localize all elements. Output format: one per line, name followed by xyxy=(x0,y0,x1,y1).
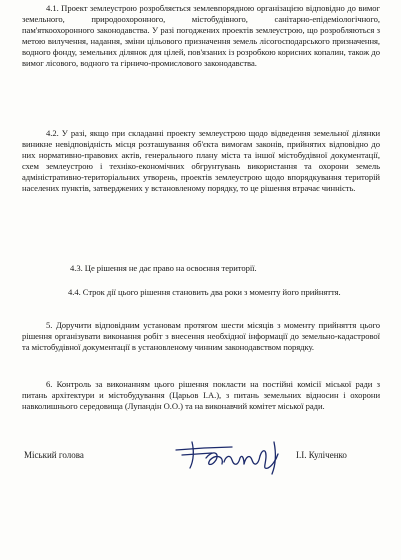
signatory-position: Міський голова xyxy=(24,450,84,460)
paragraph-4-2: 4.2. У разі, якщо при складанні проекту землеустрою щодо відведення земельної ділянки виникне невідповідність місця розташування об'єкта вимогам законів, прийнятих відповідно до них нормативно-правових актів, генерального плану міста та іншої містобудівної документації, схем землеустрою і техніко-економічних обгрунтувань використання та охорони земель адміністративно-територіальних утворень, проектів землеустрою щодо впорядкування територій населених пунктів, затверджених у встановленому порядку, то це рішення втрачає чинність. xyxy=(22,128,380,193)
paragraph-4-1: 4.1. Проект землеустрою розробляється землевпорядною організацією відповідно до вимог земельного, природоохоронного, містобудівного, санітарно-епідеміологічного, пам'яткоохоронного законодавства. У разі погоджених проектів землеустрою, що розробляються з метою вилучення, надання, зміни цільового призначення земель лісогосподарського призначення, водного фонду, земельних ділянок для цілей, пов'язаних із розробкою корисних копалин, також до вимог лісового, водного та гірничо-промислового законодавства. xyxy=(22,3,380,68)
paragraph-4-3: 4.3. Це рішення не дає право на освоєння території. xyxy=(70,263,257,273)
paragraph-6: 6. Контроль за виконанням цього рішення покласти на постійні комісії міської ради з питань архітектури и містобудування (Царьов І.А.), з питань земельних відносин і охорони навколишнього середовища (Лупандін О.О.) та на виконавчий комітет міської ради. xyxy=(22,379,380,411)
handwritten-signature-image xyxy=(172,436,290,476)
paragraph-4-4: 4.4. Строк дії цього рішення становить два роки з моменту його прийняття. xyxy=(68,287,341,297)
signatory-name: І.І. Кулiченко xyxy=(296,450,347,460)
signature-block xyxy=(0,436,401,486)
paragraph-5: 5. Доручити відповідним установам протягом шести місяців з моменту прийняття цього рішення організувати виконання робіт з внесення необхідної інформації до земельно-кадастрової та містобудівної документації в установленому чинним законодавством порядку. xyxy=(22,320,380,352)
